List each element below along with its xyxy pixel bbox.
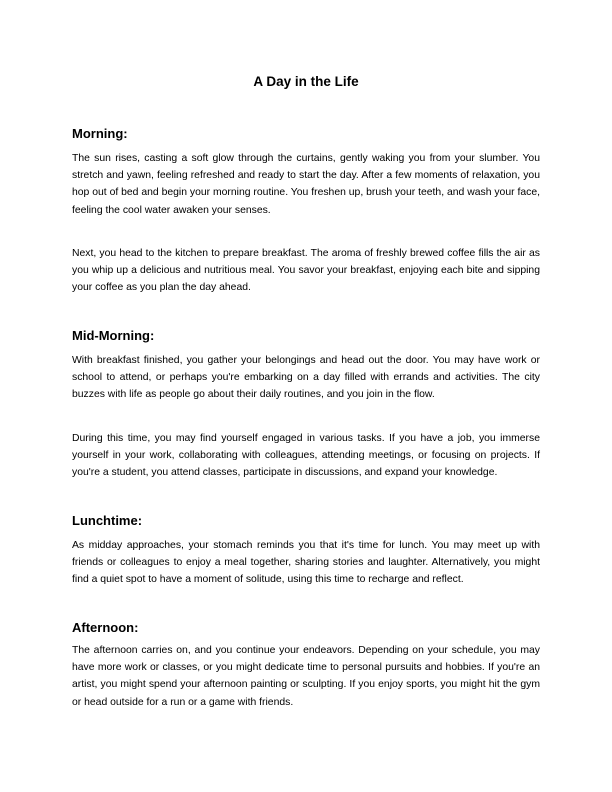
section-heading-lunchtime: Lunchtime: [72,513,143,528]
paragraph-mid-morning-commute: With breakfast finished, you gather your belongings and head out the door. You may have work or school to attend, or perhaps you're embarking on a day filled with errands and activities. The city buzzes with life as people go about their daily routines, and you join in the flow. [72,355,540,401]
section-heading-mid-morning: Mid-Morning: [72,328,155,343]
paragraph-morning-breakfast: Next, you head to the kitchen to prepare breakfast. The aroma of freshly brewed coffee fills the air as you whip up a delicious and nutritious meal. You savor your breakfast, enjoying each bite and sipping your coffee as you plan the day ahead. [72,248,540,294]
section-heading-afternoon: Afternoon: [72,620,139,635]
paragraph-afternoon: The afternoon carries on, and you continue your endeavors. Depending on your schedule, you may have more work or classes, or you might dedicate time to personal pursuits and hobbies. If you're an artist, you might spend your afternoon painting or sculpting. If you enjoy sports, you might hit the gym or head outside for a run or a game with friends. [72,645,540,708]
document-title: A Day in the Life [253,74,359,89]
paragraph-mid-morning-tasks: During this time, you may find yourself engaged in various tasks. If you have a job, you immerse yourself in your work, collaborating with colleagues, attending meetings, or focusing on projects. If you're a student, you attend classes, participate in discussions, and expand your knowledge. [72,433,540,479]
section-heading-morning: Morning: [72,126,128,141]
paragraph-lunchtime: As midday approaches, your stomach reminds you that it's time for lunch. You may meet up with friends or colleagues to enjoy a meal together, sharing stories and laughter. Alternatively, you might find a quiet spot to have a moment of solitude, using this time to recharge and reflect. [72,540,540,586]
paragraph-morning-wake-up: The sun rises, casting a soft glow through the curtains, gently waking you from your slumber. You stretch and yawn, feeling refreshed and ready to start the day. After a few moments of relaxation, you hop out of bed and begin your morning routine. You freshen up, brush your teeth, and wash your face, feeling the cool water awaken your senses. [72,153,540,216]
